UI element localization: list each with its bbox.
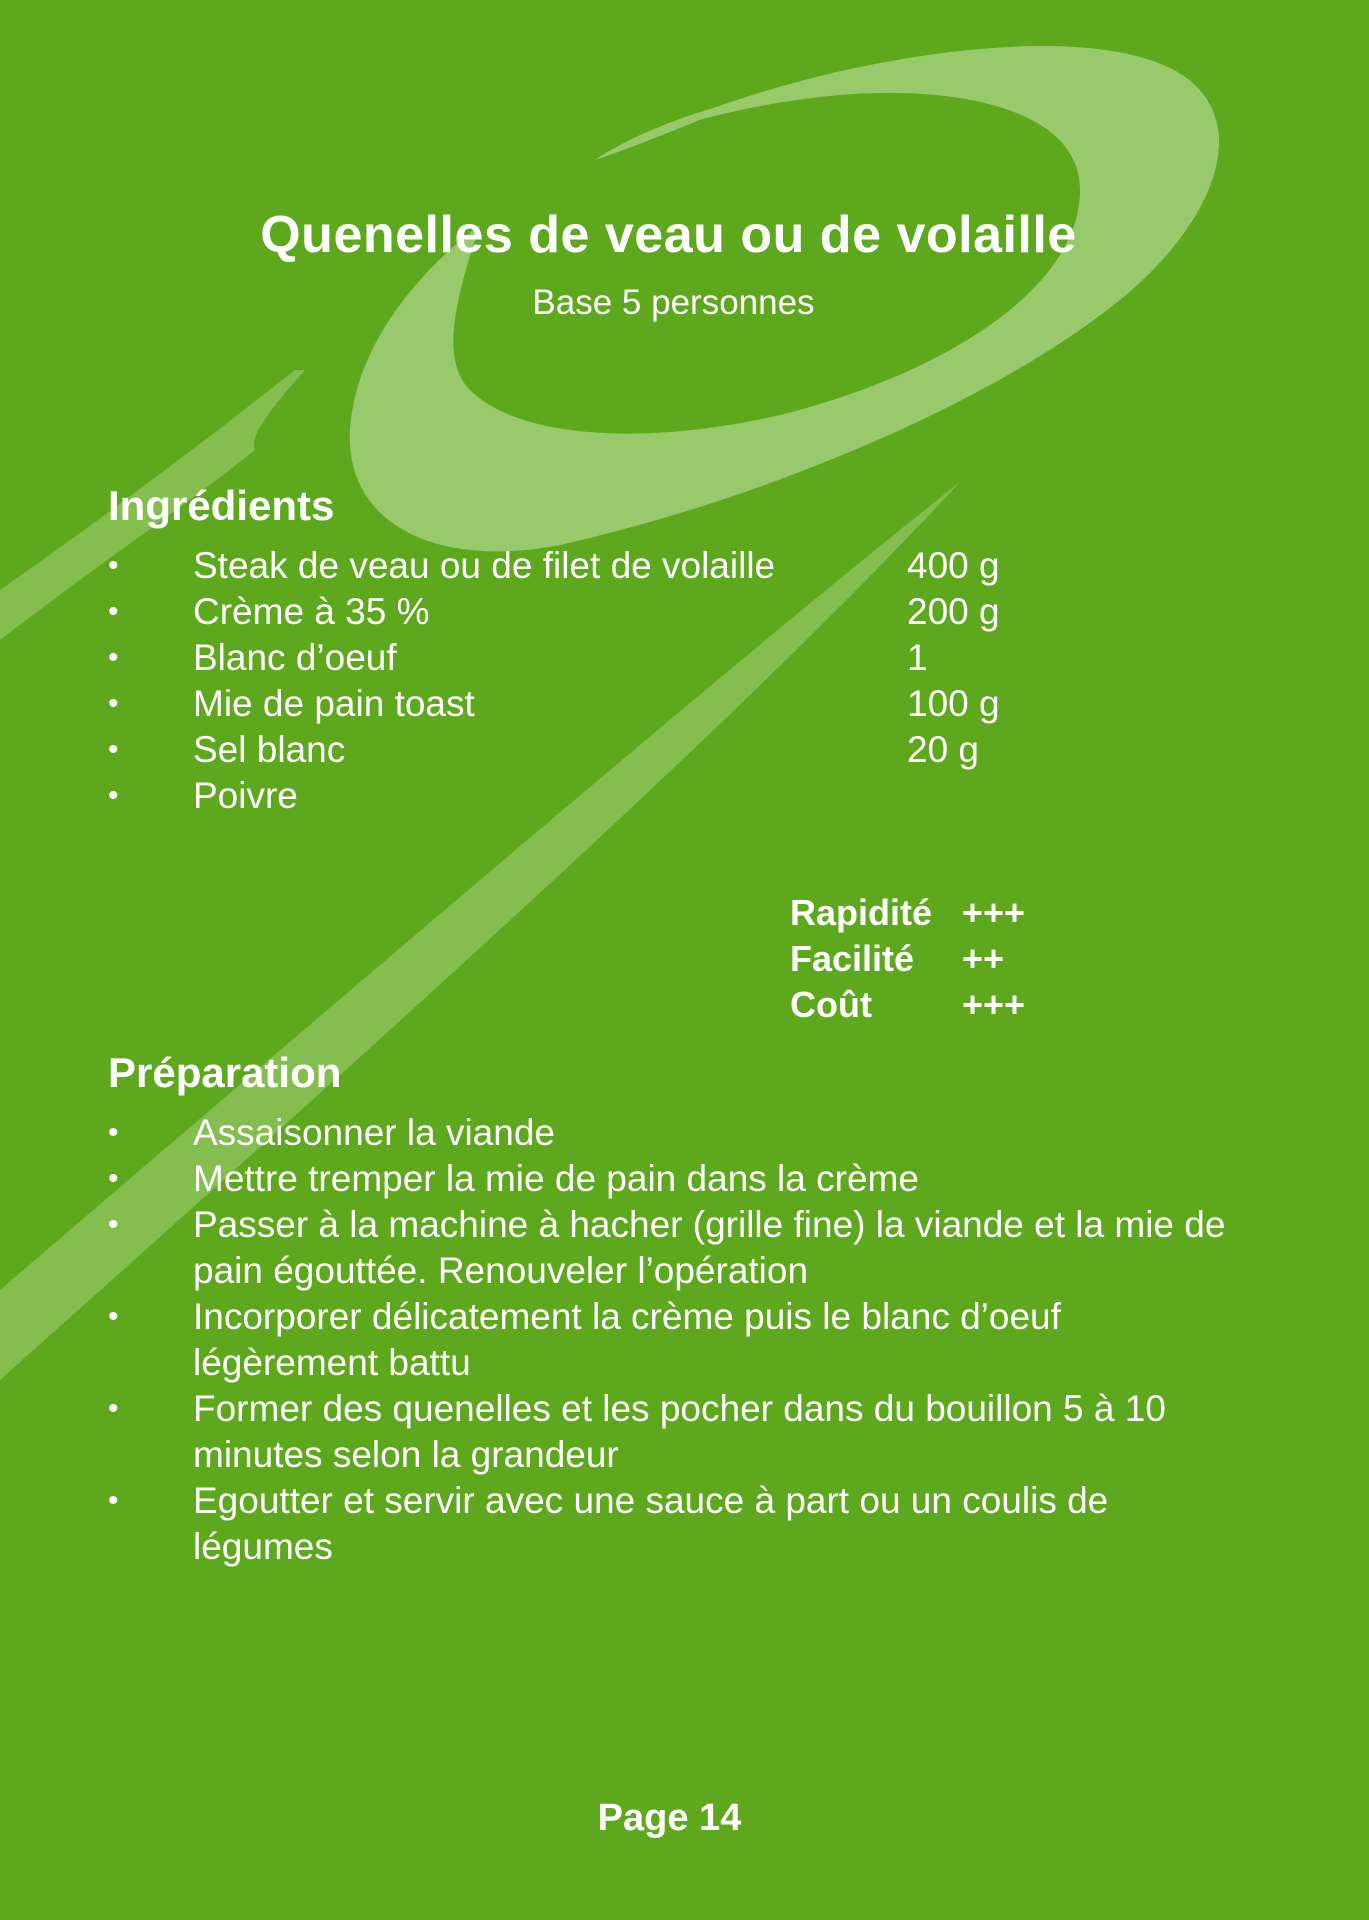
preparation-heading: Préparation — [108, 1049, 342, 1096]
ingredient-row — [108, 727, 1108, 773]
swoosh-tail — [595, 95, 760, 160]
rating-label: Rapidité — [790, 892, 933, 933]
preparation-step-text: Passer à la machine à hacher (grille fine) la viande et la mie de pain égouttée. Renouveler l’opération — [193, 1204, 1226, 1291]
bullet: • — [108, 1162, 119, 1195]
ingredient-quantity: 200 g — [907, 591, 1000, 632]
recipe-servings-text: Base 5 personnes — [532, 283, 815, 322]
bullet: • — [108, 1392, 119, 1425]
ingredients-list — [108, 543, 1108, 819]
rating-row — [790, 890, 1090, 936]
ingredient-name: Sel blanc — [193, 729, 346, 770]
bullet: • — [108, 1116, 119, 1149]
rating-label: Coût — [790, 984, 872, 1025]
bullet: • — [108, 641, 119, 674]
bullet: • — [108, 549, 119, 582]
preparation-step — [108, 1386, 1258, 1478]
bullet: • — [108, 687, 119, 720]
rating-value: ++ — [962, 938, 1005, 979]
preparation-step-text: Assaisonner la viande — [193, 1112, 555, 1153]
preparation-step-text: Mettre tremper la mie de pain dans la crème — [193, 1158, 919, 1199]
preparation-step — [108, 1478, 1258, 1570]
ingredient-quantity: 400 g — [907, 545, 1000, 586]
preparation-steps — [108, 1110, 1258, 1570]
ingredient-name: Crème à 35 % — [193, 591, 430, 632]
ingredient-name: Poivre — [193, 775, 298, 816]
preparation-step — [108, 1294, 1258, 1386]
preparation-step-text: Egoutter et servir avec une sauce à part ou un coulis de légumes — [193, 1480, 1109, 1567]
ingredient-row — [108, 589, 1108, 635]
recipe-title-text: Quenelles de veau ou de volaille — [260, 206, 1077, 264]
bullet: • — [108, 595, 119, 628]
difficulty-ratings — [790, 890, 1090, 1028]
bullet: • — [108, 779, 119, 812]
ingredient-row — [108, 681, 1108, 727]
rating-value: +++ — [962, 984, 1026, 1025]
ingredient-row — [108, 543, 1108, 589]
ingredient-row — [108, 635, 1108, 681]
ingredients-heading: Ingrédients — [108, 482, 335, 529]
ingredient-name: Steak de veau ou de filet de volaille — [193, 545, 776, 586]
bullet: • — [108, 1208, 119, 1241]
rating-label: Facilité — [790, 938, 915, 979]
ingredient-quantity: 20 g — [907, 729, 980, 770]
bullet: • — [108, 733, 119, 766]
ingredient-quantity: 1 — [907, 637, 928, 678]
page-number — [0, 1797, 1369, 1840]
ingredient-row — [108, 773, 1108, 819]
recipe-servings — [0, 283, 1369, 323]
bullet: • — [108, 1300, 119, 1333]
preparation-step — [108, 1110, 1258, 1156]
rating-value: +++ — [962, 892, 1026, 933]
preparation-step-text: Incorporer délicatement la crème puis le blanc d’oeuf légèrement battu — [193, 1296, 1061, 1383]
preparation-step-text: Former des quenelles et les pocher dans du bouillon 5 à 10 minutes selon la grandeur — [193, 1388, 1166, 1475]
rating-row — [790, 982, 1090, 1028]
preparation-step — [108, 1202, 1258, 1294]
rating-row — [790, 936, 1090, 982]
recipe-title — [0, 205, 1369, 265]
ingredient-name: Mie de pain toast — [193, 683, 475, 724]
preparation-step — [108, 1156, 1258, 1202]
page-number-text: Page 14 — [597, 1797, 742, 1839]
ingredient-quantity: 100 g — [907, 683, 1000, 724]
ingredient-name: Blanc d’oeuf — [193, 637, 397, 678]
bullet: • — [108, 1484, 119, 1517]
